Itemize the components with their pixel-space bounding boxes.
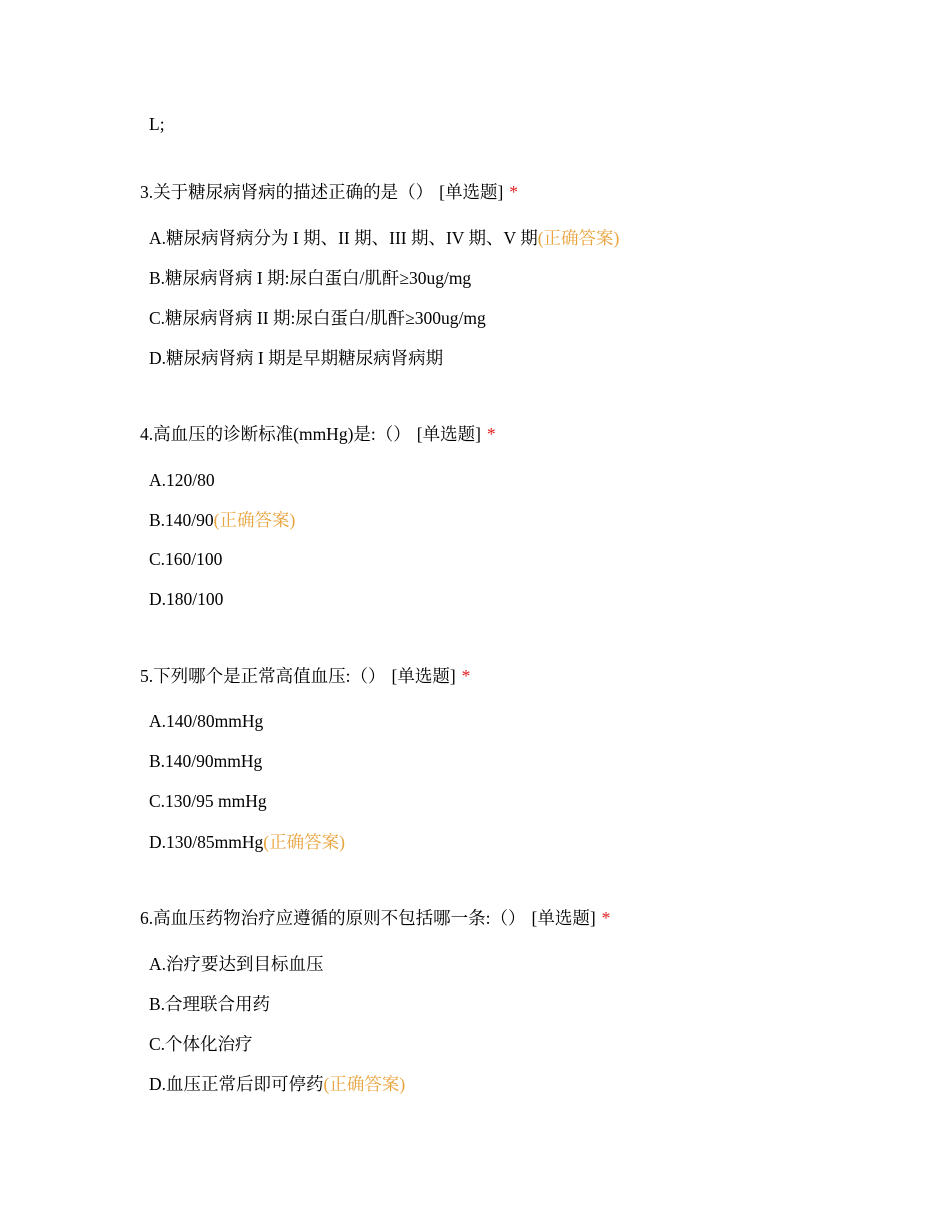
question-5-title (140, 665, 470, 687)
required-mark: * (509, 182, 519, 202)
question-3-option-a (149, 227, 619, 249)
correct-answer-tag: (正确答案) (213, 510, 296, 530)
option-text: C.160/100 (149, 549, 223, 569)
question-6-option-a (149, 953, 324, 975)
question-4-option-d (149, 588, 223, 610)
question-4-option-b (149, 509, 295, 531)
question-3-option-c (149, 307, 486, 329)
question-6-option-b (149, 993, 270, 1015)
question-type: [单选题] (391, 666, 456, 686)
question-title: 4.高血压的诊断标准(mmHg)是:（） (140, 424, 411, 444)
question-4-option-a (149, 469, 215, 491)
required-mark: * (601, 908, 611, 928)
correct-answer-tag: (正确答案) (537, 228, 620, 248)
question-3-title (140, 181, 518, 203)
question-5-option-d (149, 831, 345, 853)
option-text: D.180/100 (149, 589, 224, 609)
correct-answer-tag: (正确答案) (323, 1074, 406, 1094)
question-4-title (140, 423, 496, 445)
fragment-text: L; (149, 114, 165, 134)
question-4-option-c (149, 548, 222, 570)
option-text: A.糖尿病肾病分为 I 期、II 期、III 期、IV 期、V 期 (149, 228, 538, 248)
question-5-option-b (149, 750, 262, 772)
option-text: D.血压正常后即可停药 (149, 1074, 324, 1094)
question-type: [单选题] (416, 424, 481, 444)
option-text: B.140/90 (149, 510, 214, 530)
option-text: D.130/85mmHg (149, 832, 264, 852)
option-text: A.140/80mmHg (149, 711, 264, 731)
question-3-option-d (149, 347, 443, 369)
option-text: C.糖尿病肾病 II 期:尿白蛋白/肌酐≥300ug/mg (149, 308, 486, 328)
option-text: B.140/90mmHg (149, 751, 263, 771)
required-mark: * (461, 666, 471, 686)
question-type: [单选题] (531, 908, 596, 928)
question-6-option-d (149, 1073, 405, 1095)
question-6-title (140, 907, 610, 929)
question-5-option-c (149, 790, 267, 812)
question-title: 5.下列哪个是正常高值血压:（） (140, 666, 386, 686)
option-text: B.糖尿病肾病 I 期:尿白蛋白/肌酐≥30ug/mg (149, 268, 472, 288)
text-fragment (149, 113, 165, 135)
option-text: B.合理联合用药 (149, 994, 271, 1014)
option-text: C.130/95 mmHg (149, 791, 267, 811)
question-title: 6.高血压药物治疗应遵循的原则不包括哪一条:（） (140, 908, 526, 928)
correct-answer-tag: (正确答案) (263, 832, 345, 852)
question-6-option-c (149, 1033, 253, 1055)
option-text: A.120/80 (149, 470, 215, 490)
option-text: C.个体化治疗 (149, 1034, 253, 1054)
option-text: D.糖尿病肾病 I 期是早期糖尿病肾病期 (149, 348, 444, 368)
option-text: A.治疗要达到目标血压 (149, 954, 324, 974)
question-type: [单选题] (439, 182, 504, 202)
question-3-option-b (149, 267, 471, 289)
required-mark: * (486, 424, 496, 444)
question-title: 3.关于糖尿病肾病的描述正确的是（） (140, 182, 434, 202)
question-5-option-a (149, 710, 263, 732)
